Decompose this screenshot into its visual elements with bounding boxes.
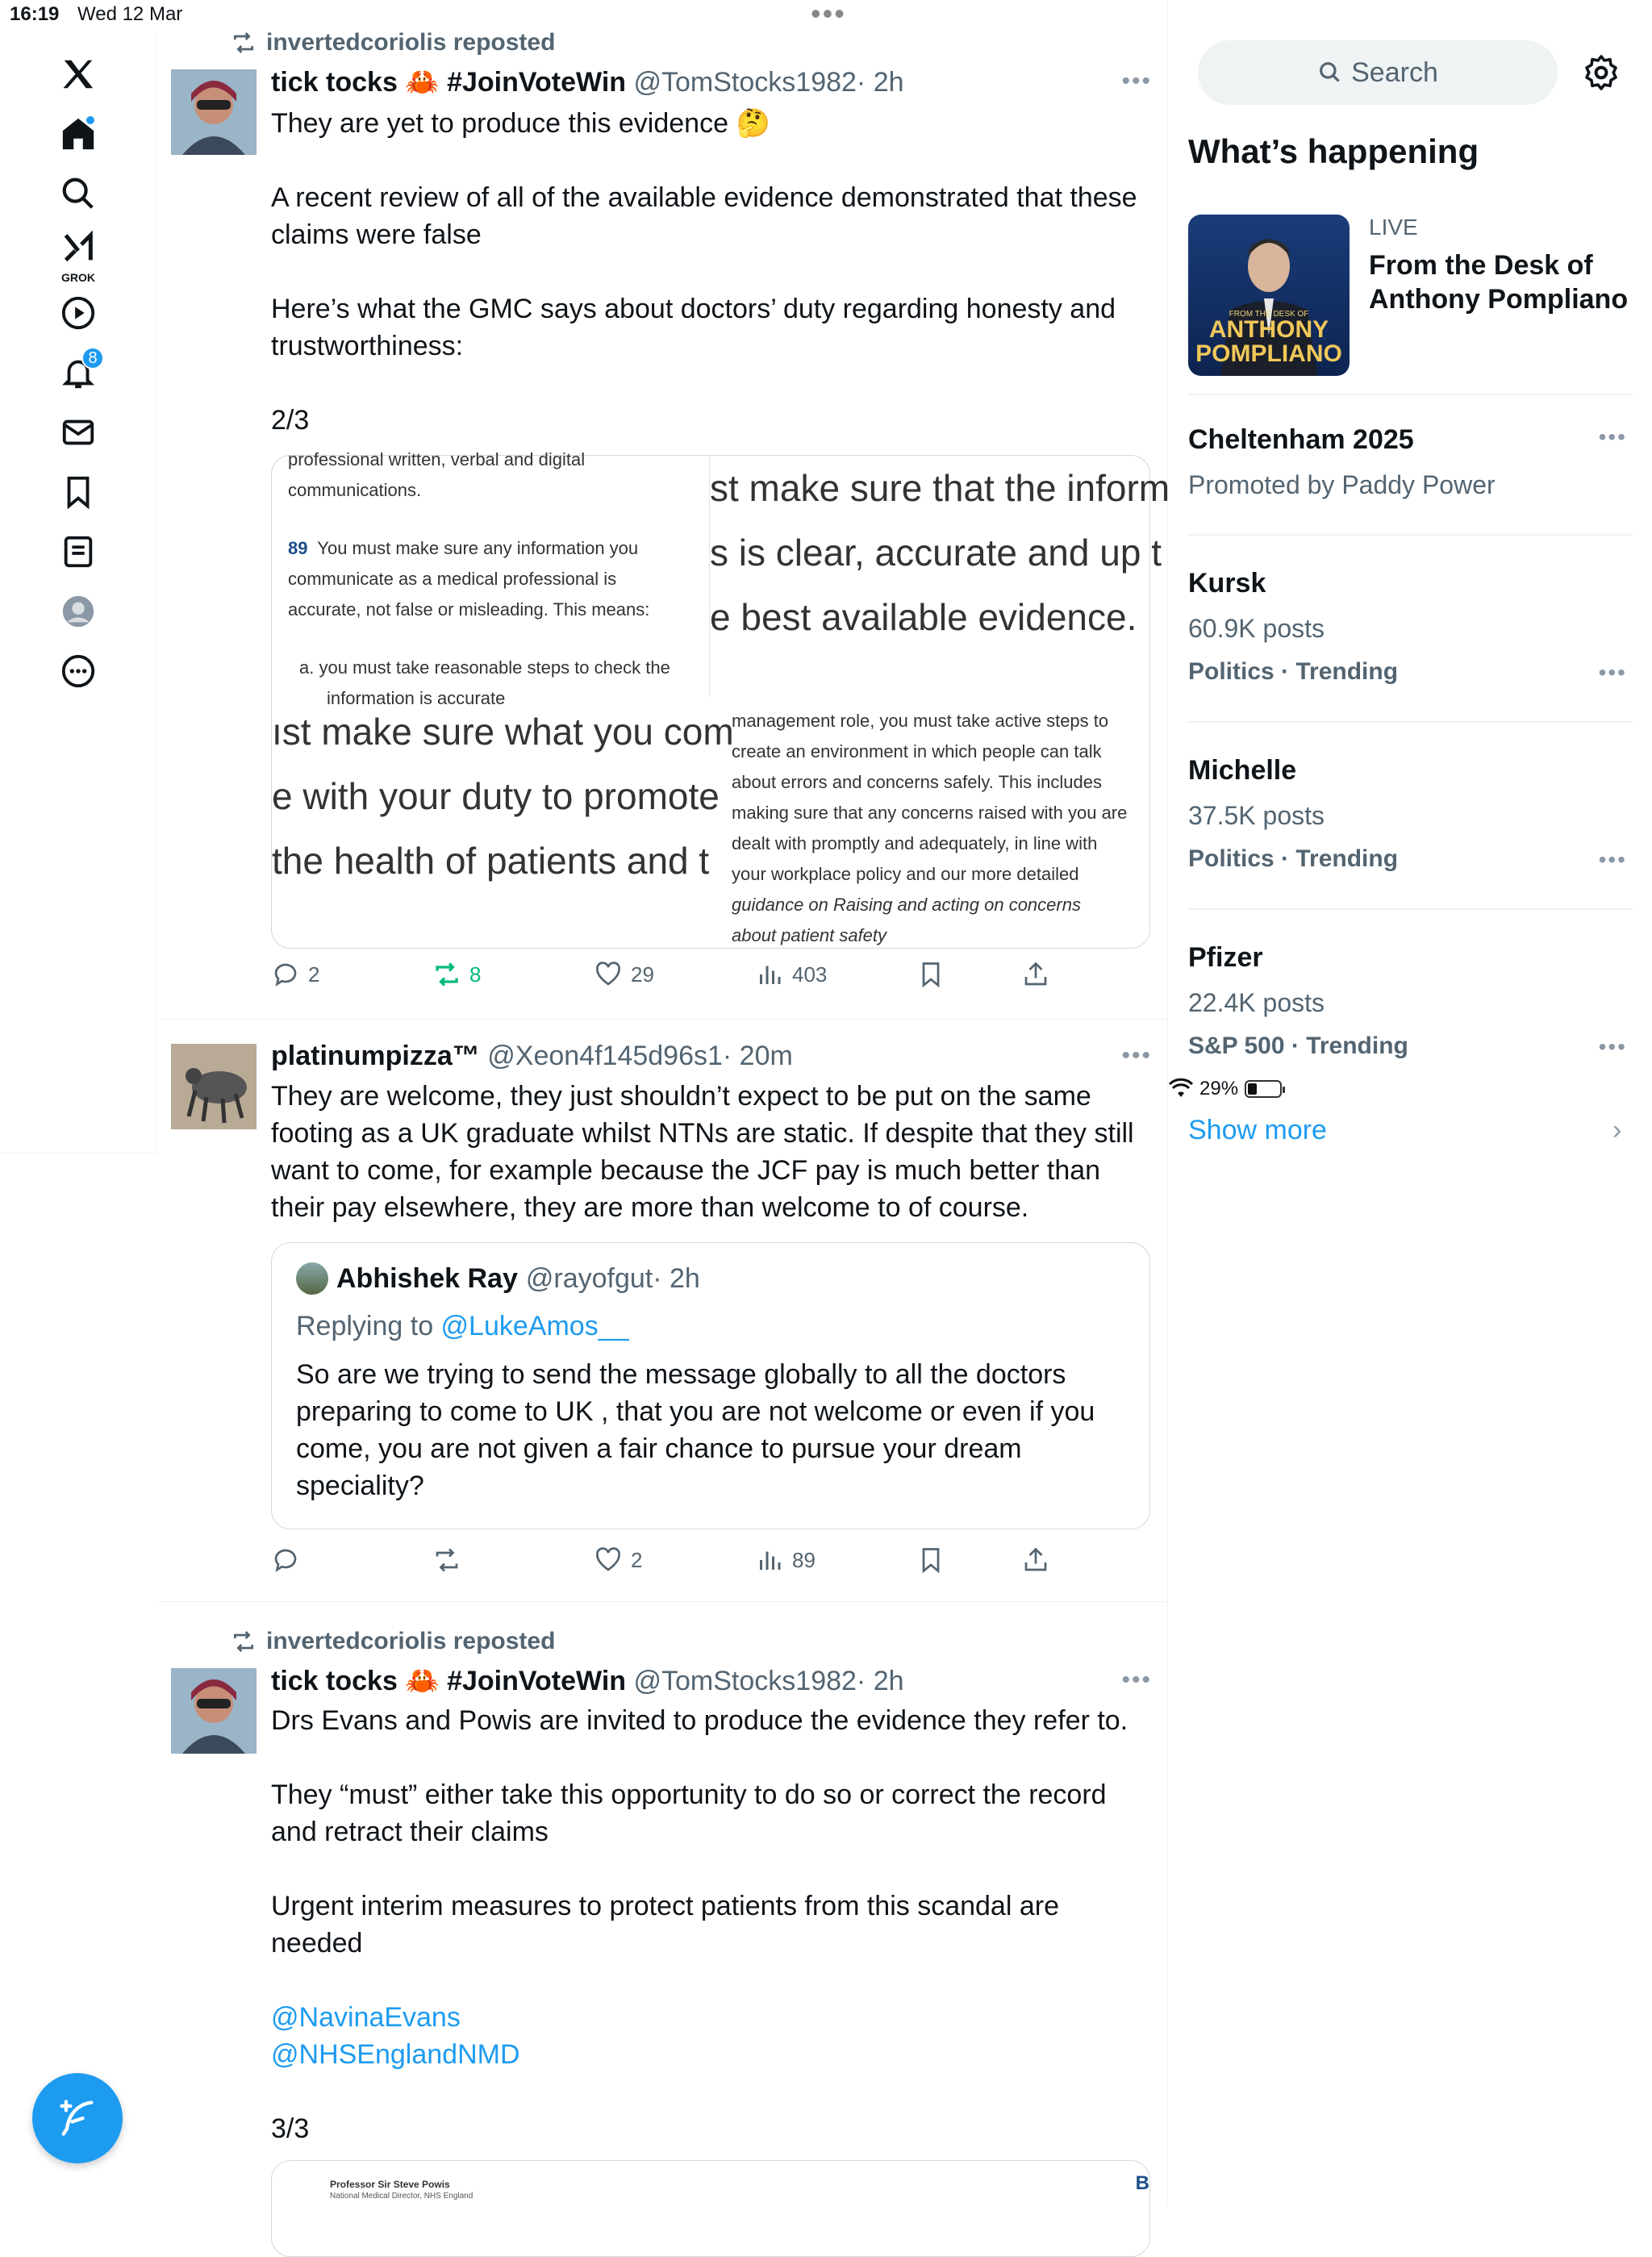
image-text-line: a. you must take reasonable steps to check the <box>299 657 670 678</box>
post[interactable] <box>156 0 1168 1020</box>
image-text-line: about errors and concerns safely. This includes <box>732 772 1102 792</box>
live-thumbnail[interactable] <box>1188 215 1350 376</box>
image-text-line: National Medical Director, NHS England <box>330 2192 473 2201</box>
live-thumbnail-title <box>1188 318 1350 366</box>
post-paragraph: Urgent interim measures to protect patients from this scandal are needed <box>271 1891 1059 1959</box>
image-text-line: your workplace policy and our more detailed <box>732 864 1079 884</box>
image-text-line: st make sure that the inform <box>710 467 1170 509</box>
home-icon[interactable] <box>46 102 111 166</box>
mention-link[interactable]: @NHSEnglandNMD <box>271 2039 520 2070</box>
right-sidebar <box>1169 32 1652 2204</box>
repost-button[interactable] <box>432 960 481 989</box>
quoted-post[interactable] <box>271 1242 1150 1529</box>
quote-avatar[interactable] <box>296 1262 328 1295</box>
trend-meta: Promoted by Paddy Power <box>1188 470 1496 499</box>
image-text-line: communicate as a medical professional is <box>288 569 617 589</box>
image-quadrant-1[interactable] <box>288 444 691 708</box>
like-button[interactable] <box>594 960 654 989</box>
post-image[interactable] <box>271 2160 1150 2257</box>
display-name[interactable]: tick tocks 🦀 #JoinVoteWin <box>271 67 627 98</box>
image-text-line: e best available evidence. <box>710 596 1137 638</box>
trend-more-icon[interactable]: ••• <box>1598 847 1627 872</box>
post[interactable] <box>156 1020 1168 1602</box>
home-unread-dot <box>85 115 96 126</box>
post-more-icon[interactable]: ••• <box>1121 1667 1152 1693</box>
image-logo-fragment: B <box>1135 2172 1149 2194</box>
repost-icon <box>432 1546 461 1575</box>
battery-percent: 29% <box>1199 1078 1239 1099</box>
trend-more-icon[interactable]: ••• <box>1598 424 1627 449</box>
heart-icon <box>594 1546 623 1575</box>
repost-button[interactable] <box>432 1546 469 1575</box>
image-quadrant-2[interactable] <box>709 456 1170 698</box>
bookmark-button[interactable] <box>916 960 945 989</box>
replying-prefix: Replying to <box>296 1311 441 1341</box>
bookmark-button[interactable] <box>916 1546 945 1575</box>
search-nav-icon[interactable] <box>46 161 111 226</box>
profile-icon[interactable] <box>46 579 111 644</box>
timeline-feed[interactable] <box>156 0 1168 2204</box>
image-quadrant-4[interactable] <box>732 706 1143 949</box>
quote-text: So are we trying to send the message globally to all the doctors preparing to come to UK , that you are not welcome or even if you come, you are not given a fair chance to pursue your dream speciality? <box>296 1359 1095 1501</box>
post-paragraph: 3/3 <box>271 2113 310 2144</box>
notifications-badge: 8 <box>81 347 104 369</box>
bookmark-icon <box>916 960 945 989</box>
image-text-line: Professor Sir Steve Powis <box>330 2179 450 2190</box>
post-paragraph: They are welcome, they just shouldn’t expect to be put on the same footing as a UK graduate whilst NTNs are static. If despite that they still want to come, for example because the JCF pay is much better than their pay elsewhere, they are more than welcome to of course. <box>271 1081 1134 1223</box>
post-time[interactable]: · 2h <box>856 67 904 98</box>
user-handle[interactable]: @TomStocks1982 <box>633 1666 857 1696</box>
video-icon[interactable] <box>46 281 111 345</box>
image-text-line: professional written, verbal and digital <box>288 449 586 469</box>
reply-count: 2 <box>308 962 320 987</box>
quote-display-name[interactable]: Abhishek Ray <box>336 1262 518 1294</box>
image-quadrant-3[interactable] <box>272 699 734 949</box>
like-count: 29 <box>631 962 654 987</box>
views-button[interactable] <box>755 960 827 989</box>
messages-icon[interactable] <box>46 400 111 465</box>
trend-meta: 60.9K posts <box>1188 614 1325 643</box>
post-paragraph: A recent review of all of the available evidence demonstrated that these claims were false <box>271 182 1137 250</box>
image-text-line: about patient safety <box>732 925 887 945</box>
like-button[interactable] <box>594 1546 642 1575</box>
live-thumbnail-title-line: POMPLIANO <box>1195 340 1342 367</box>
grok-icon[interactable] <box>46 221 111 286</box>
reply-button[interactable] <box>271 1546 308 1575</box>
quote-handle[interactable] <box>526 1263 700 1295</box>
lists-icon[interactable] <box>46 519 111 584</box>
repost-by[interactable]: invertedcoriolis reposted <box>266 1628 556 1654</box>
live-label: LIVE <box>1369 215 1418 240</box>
user-handle[interactable]: @Xeon4f145d96s1 <box>487 1041 723 1071</box>
repost-indicator <box>231 1628 555 1655</box>
show-more-link[interactable]: Show more <box>1188 1115 1327 1145</box>
trend-meta: 22.4K posts <box>1188 988 1325 1017</box>
more-options-icon[interactable] <box>46 639 111 703</box>
replying-to-link[interactable]: @LukeAmos__ <box>440 1311 629 1341</box>
image-text-line: create an environment in which people can talk <box>732 741 1102 761</box>
trend-item[interactable] <box>1188 568 1640 686</box>
repost-small-icon <box>231 30 257 56</box>
divider <box>1188 394 1633 395</box>
repost-count: 8 <box>469 962 482 987</box>
trend-title: Pfizer <box>1188 942 1263 973</box>
mention-link[interactable]: @NavinaEvans <box>271 2002 461 2033</box>
search-placeholder: Search <box>1351 56 1438 88</box>
notifications-icon[interactable] <box>46 340 111 405</box>
image-text-gap <box>288 625 691 653</box>
post-paragraph: Here’s what the GMC says about doctors’ duty regarding honesty and trustworthiness: <box>271 294 1116 361</box>
repost-icon <box>432 960 461 989</box>
post-actions <box>271 960 1078 1000</box>
image-text-line: management role, you must take active steps to <box>732 711 1109 731</box>
chevron-right-icon: › <box>1612 1115 1622 1145</box>
post-header <box>271 1665 904 1697</box>
trend-title: Cheltenham 2025 <box>1188 424 1414 455</box>
heart-icon <box>594 960 623 989</box>
trend-meta: 37.5K posts <box>1188 801 1325 830</box>
trend-more-icon[interactable]: ••• <box>1598 1034 1627 1059</box>
post-text <box>271 105 1142 439</box>
grok-label: GROK <box>61 271 95 284</box>
divider <box>1188 721 1633 723</box>
avatar[interactable] <box>171 1668 257 1754</box>
post-paragraph: They “must” either take this opportunity to do so or correct the record and retract their claims <box>271 1779 1107 1847</box>
reply-button[interactable] <box>271 960 319 989</box>
post-text <box>271 1078 1142 1226</box>
post-paragraph: 2/3 <box>271 405 310 436</box>
image-text-line: guidance on Raising and acting on concerns <box>732 895 1081 915</box>
share-icon <box>1021 960 1050 989</box>
image-text-gap <box>288 506 691 533</box>
post-time[interactable]: · 20m <box>722 1041 793 1071</box>
image-text-line: ıst make sure what you com <box>272 711 734 753</box>
image-text-line: information is accurate <box>327 688 506 708</box>
trend-title: Kursk <box>1188 568 1266 599</box>
post[interactable] <box>156 1602 1168 2204</box>
bookmark-icon <box>916 1546 945 1575</box>
live-title[interactable]: From the Desk of Anthony Pompliano <box>1369 250 1629 315</box>
trend-category: Politics · Trending <box>1188 845 1399 872</box>
trend-item[interactable] <box>1188 942 1640 1060</box>
quote-header <box>296 1262 700 1295</box>
like-count: 2 <box>631 1547 643 1572</box>
post-more-icon[interactable]: ••• <box>1121 1042 1152 1069</box>
live-thumbnail-title-line: ANTHONY <box>1208 316 1329 343</box>
views-icon <box>755 1546 784 1575</box>
share-button[interactable] <box>1021 1546 1050 1575</box>
image-text-line: e with your duty to promote <box>272 775 720 817</box>
x-logo-icon[interactable] <box>46 42 111 106</box>
image-text-line: dealt with promptly and adequately, in line with <box>732 833 1098 853</box>
views-icon <box>755 960 784 989</box>
divider <box>1188 908 1633 910</box>
trend-item[interactable] <box>1188 424 1640 500</box>
image-text-line: 89 You must make sure any information you <box>288 538 639 558</box>
status-time: 16:19 <box>10 3 60 25</box>
image-text-line: s is clear, accurate and up t <box>710 532 1162 574</box>
repost-small-icon <box>231 1629 257 1654</box>
compose-post-button[interactable] <box>32 2073 123 2163</box>
left-navigation <box>0 32 156 1154</box>
display-name[interactable]: tick tocks 🦀 #JoinVoteWin <box>271 1666 627 1696</box>
quote-handle-text: @rayofgut <box>525 1262 653 1294</box>
repost-by[interactable]: invertedcoriolis reposted <box>266 29 556 56</box>
views-count: 403 <box>792 962 828 987</box>
reply-icon <box>271 1546 300 1575</box>
image-text-line: accurate, not false or misleading. This means: <box>288 599 650 620</box>
multitasking-dots[interactable]: ••• <box>811 0 846 30</box>
user-handle[interactable]: @TomStocks1982 <box>633 67 857 98</box>
gear-icon[interactable] <box>1582 53 1621 92</box>
search-icon <box>1317 60 1343 86</box>
trend-category: Politics · Trending <box>1188 658 1399 685</box>
post-time[interactable]: · 2h <box>856 1666 904 1696</box>
post-text <box>271 1702 1142 2147</box>
section-title: What’s happening <box>1188 132 1479 170</box>
status-date: Wed 12 Mar <box>77 3 183 25</box>
post-header <box>271 1041 793 1072</box>
avatar[interactable] <box>171 69 257 155</box>
live-thumbnail-small-text: FROM THE DESK OF <box>1229 310 1309 319</box>
repost-indicator <box>231 29 555 56</box>
post-paragraph: Drs Evans and Powis are invited to produce the evidence they refer to. <box>271 1705 1128 1736</box>
views-button[interactable] <box>755 1546 816 1575</box>
share-icon <box>1021 1546 1050 1575</box>
replying-to <box>296 1311 629 1342</box>
trend-more-icon[interactable]: ••• <box>1598 660 1627 685</box>
post-paragraph: They are yet to produce this evidence 🤔 <box>271 108 770 139</box>
image-text-line: communications. <box>288 480 422 500</box>
compose-feather-icon <box>56 2097 98 2139</box>
search-input[interactable] <box>1198 40 1558 105</box>
bookmarks-icon[interactable] <box>46 460 111 524</box>
trend-item[interactable] <box>1188 755 1640 873</box>
post-actions <box>271 1546 1078 1586</box>
quote-time: · 2h <box>653 1262 700 1294</box>
divider <box>1188 534 1633 536</box>
views-count: 89 <box>792 1547 816 1572</box>
post-image-grid[interactable] <box>271 449 1170 949</box>
trend-category: S&P 500 · Trending <box>1188 1033 1408 1059</box>
trend-title: Michelle <box>1188 755 1297 786</box>
post-header <box>271 66 904 98</box>
avatar[interactable] <box>171 1044 257 1129</box>
display-name[interactable]: platinumpizza™ <box>271 1041 480 1071</box>
image-text-line: the health of patients and t <box>272 840 710 882</box>
image-text-line: making sure that any concerns raised with you are <box>732 803 1128 823</box>
post-more-icon[interactable]: ••• <box>1121 68 1152 94</box>
reply-icon <box>271 960 300 989</box>
share-button[interactable] <box>1021 960 1050 989</box>
